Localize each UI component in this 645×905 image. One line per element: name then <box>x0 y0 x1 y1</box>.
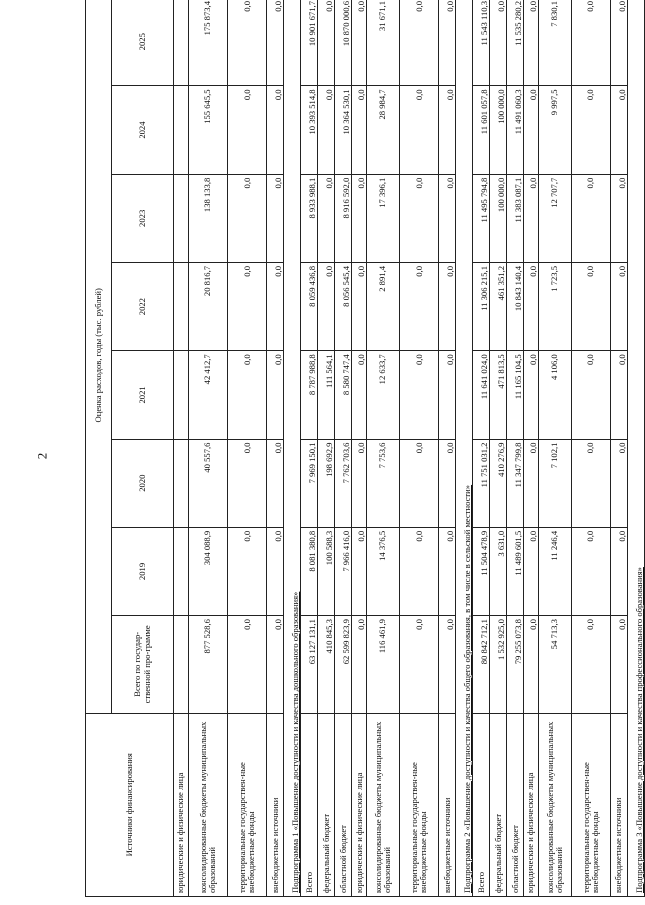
cell-value <box>174 616 189 713</box>
row-label: юридические и физические лица <box>174 713 189 896</box>
cell-value: 40 557,6 <box>188 439 227 527</box>
cell-value: 0,0 <box>267 616 284 713</box>
cell-value <box>174 0 189 86</box>
cell-value: 116 461,9 <box>367 616 400 713</box>
cell-value: 31 671,1 <box>367 0 400 86</box>
header-total: Всего по государ-ственной про-грамме <box>112 616 174 713</box>
cell-value: 0,0 <box>439 174 456 262</box>
cell-value: 0,0 <box>352 616 367 713</box>
cell-value: 0,0 <box>610 0 627 86</box>
table-row <box>571 0 610 897</box>
cell-value: 0,0 <box>399 616 438 713</box>
cell-value: 11 535 280,2 <box>507 0 524 86</box>
cell-value: 0,0 <box>571 86 610 174</box>
cell-value <box>174 439 189 527</box>
cell-value: 12 633,7 <box>367 351 400 439</box>
cell-value: 877 528,6 <box>188 616 227 713</box>
cell-value: 0,0 <box>318 262 335 350</box>
cell-value: 0,0 <box>399 351 438 439</box>
cell-value: 0,0 <box>267 527 284 615</box>
cell-value: 11 601 057,8 <box>473 86 490 174</box>
table-row <box>228 0 267 897</box>
cell-value: 62 599 823,9 <box>335 616 352 713</box>
cell-value: 11 383 087,1 <box>507 174 524 262</box>
cell-value: 0,0 <box>228 262 267 350</box>
cell-value <box>174 86 189 174</box>
cell-value: 11 347 799,8 <box>507 439 524 527</box>
header-year: 2022 <box>112 262 174 350</box>
cell-value: 0,0 <box>352 0 367 86</box>
cell-value: 0,0 <box>267 351 284 439</box>
cell-value: 100 000,0 <box>490 86 507 174</box>
cell-value: 0,0 <box>228 174 267 262</box>
cell-value: 0,0 <box>439 527 456 615</box>
cell-value: 11 491 060,3 <box>507 86 524 174</box>
cell-value: 11 504 478,9 <box>473 527 490 615</box>
cell-value: 0,0 <box>399 0 438 86</box>
cell-value: 0,0 <box>352 86 367 174</box>
table-row <box>507 0 524 897</box>
cell-value: 0,0 <box>228 351 267 439</box>
cell-value <box>174 174 189 262</box>
cell-value: 11 641 024,0 <box>473 351 490 439</box>
cell-value: 0,0 <box>318 0 335 86</box>
cell-value: 0,0 <box>228 527 267 615</box>
cell-value: 11 246,4 <box>538 527 571 615</box>
cell-value: 100 588,3 <box>318 527 335 615</box>
table-row <box>399 0 438 897</box>
cell-value: 7 830,1 <box>538 0 571 86</box>
header-year: 2025 <box>112 0 174 86</box>
subprogram-heading: Подпрограмма 2 «Повышение доступности и качества общего образования, в том числе в сельской местности» <box>456 0 473 897</box>
cell-value: 0,0 <box>524 262 539 350</box>
header-year: 2020 <box>112 439 174 527</box>
cell-value: 7 969 150,1 <box>301 439 318 527</box>
cell-value: 11 495 794,8 <box>473 174 490 262</box>
cell-value: 0,0 <box>571 0 610 86</box>
row-label: территориальные государствен-ные внебюджетные фонды <box>399 713 438 896</box>
cell-value: 0,0 <box>610 174 627 262</box>
table-row <box>490 0 507 897</box>
cell-value: 100 000,0 <box>490 174 507 262</box>
cell-value: 0,0 <box>228 616 267 713</box>
cell-value: 198 692,9 <box>318 439 335 527</box>
page-number: 2 <box>34 452 50 460</box>
cell-value: 0,0 <box>610 527 627 615</box>
row-label: территориальные государствен-ные внебюджетные фонды <box>571 713 610 896</box>
cell-value: 0,0 <box>267 439 284 527</box>
cell-value: 2 891,4 <box>367 262 400 350</box>
cell-value: 10 364 530,1 <box>335 86 352 174</box>
cell-value: 175 873,4 <box>188 0 227 86</box>
header-year: 2024 <box>112 86 174 174</box>
table-row <box>439 0 456 897</box>
cell-value: 80 842 712,1 <box>473 616 490 713</box>
row-label: юридические и физические лица <box>352 713 367 896</box>
section-row <box>284 0 301 897</box>
cell-value: 0,0 <box>318 86 335 174</box>
table-row <box>174 0 189 897</box>
header-year: 2021 <box>112 351 174 439</box>
cell-value: 0,0 <box>524 86 539 174</box>
cell-value: 0,0 <box>352 527 367 615</box>
cell-value: 0,0 <box>524 174 539 262</box>
cell-value: 0,0 <box>399 262 438 350</box>
cell-value: 8 916 592,0 <box>335 174 352 262</box>
cell-value: 7 966 416,0 <box>335 527 352 615</box>
cell-value: 0,0 <box>571 616 610 713</box>
cell-value: 10 901 671,7 <box>301 0 318 86</box>
cell-value: 8 933 988,1 <box>301 174 318 262</box>
row-label: Всего <box>473 713 490 896</box>
row-label: консолидированные бюджеты муниципальных образований <box>538 713 571 896</box>
header-source: Источники финансирования <box>86 713 174 896</box>
table-row <box>524 0 539 897</box>
subprogram-heading: Подпрограмма 3 «Повышение доступности и качества профессионального образования» <box>627 0 644 897</box>
cell-value: 8 081 380,8 <box>301 527 318 615</box>
cell-value: 0,0 <box>267 262 284 350</box>
cell-value: 0,0 <box>399 174 438 262</box>
cell-value: 0,0 <box>610 86 627 174</box>
cell-value <box>174 351 189 439</box>
cell-value: 0,0 <box>267 174 284 262</box>
cell-value: 8 580 747,4 <box>335 351 352 439</box>
cell-value: 0,0 <box>399 86 438 174</box>
cell-value: 9 997,5 <box>538 86 571 174</box>
cell-value: 461 351,2 <box>490 262 507 350</box>
cell-value: 0,0 <box>228 439 267 527</box>
cell-value: 304 088,9 <box>188 527 227 615</box>
cell-value: 7 102,1 <box>538 439 571 527</box>
cell-value: 11 751 031,2 <box>473 439 490 527</box>
table-row <box>267 0 284 897</box>
cell-value: 8 056 545,4 <box>335 262 352 350</box>
cell-value: 0,0 <box>524 527 539 615</box>
cell-value: 138 133,8 <box>188 174 227 262</box>
row-label: юридические и физические лица <box>524 713 539 896</box>
cell-value: 0,0 <box>571 174 610 262</box>
cell-value: 0,0 <box>352 439 367 527</box>
cell-value: 0,0 <box>352 262 367 350</box>
cell-value: 0,0 <box>524 351 539 439</box>
cell-value: 0,0 <box>267 0 284 86</box>
table-row <box>318 0 335 897</box>
cell-value: 0,0 <box>571 262 610 350</box>
cell-value: 0,0 <box>399 439 438 527</box>
section-row <box>627 0 644 897</box>
header-estimate: Оценка расходов, годы (тыс. рублей) <box>86 0 112 713</box>
table-row <box>301 0 318 897</box>
cell-value: 471 813,5 <box>490 351 507 439</box>
cell-value: 8 787 988,8 <box>301 351 318 439</box>
cell-value: 0,0 <box>439 0 456 86</box>
cell-value: 10 843 140,4 <box>507 262 524 350</box>
cell-value: 0,0 <box>439 616 456 713</box>
cell-value: 0,0 <box>571 527 610 615</box>
cell-value <box>174 527 189 615</box>
cell-value: 0,0 <box>610 439 627 527</box>
cell-value: 0,0 <box>610 616 627 713</box>
cell-value: 0,0 <box>439 439 456 527</box>
row-label: внебюджетные источники <box>610 713 627 896</box>
cell-value: 155 645,5 <box>188 86 227 174</box>
cell-value: 0,0 <box>399 527 438 615</box>
cell-value: 410 845,3 <box>318 616 335 713</box>
cell-value: 0,0 <box>352 351 367 439</box>
cell-value: 11 306 215,1 <box>473 262 490 350</box>
cell-value: 28 984,7 <box>367 86 400 174</box>
header-year: 2019 <box>112 527 174 615</box>
cell-value: 0,0 <box>439 262 456 350</box>
cell-value: 0,0 <box>571 351 610 439</box>
financing-table <box>85 0 645 897</box>
cell-value: 0,0 <box>439 86 456 174</box>
cell-value: 0,0 <box>524 0 539 86</box>
cell-value: 12 707,7 <box>538 174 571 262</box>
cell-value: 1 532 925,0 <box>490 616 507 713</box>
cell-value: 54 713,3 <box>538 616 571 713</box>
header-year: 2023 <box>112 174 174 262</box>
cell-value: 4 106,0 <box>538 351 571 439</box>
cell-value: 11 165 104,5 <box>507 351 524 439</box>
row-label: федеральный бюджет <box>490 713 507 896</box>
cell-value: 3 631,0 <box>490 527 507 615</box>
row-label: областной бюджет <box>507 713 524 896</box>
cell-value <box>174 262 189 350</box>
cell-value: 0,0 <box>318 174 335 262</box>
cell-value: 79 255 073,8 <box>507 616 524 713</box>
row-label: территориальные государствен-ные внебюджетные фонды <box>228 713 267 896</box>
cell-value: 0,0 <box>610 262 627 350</box>
cell-value: 42 412,7 <box>188 351 227 439</box>
rotated-table-container <box>85 0 645 897</box>
cell-value: 111 564,1 <box>318 351 335 439</box>
cell-value: 0,0 <box>490 0 507 86</box>
cell-value: 0,0 <box>228 0 267 86</box>
cell-value: 7 753,6 <box>367 439 400 527</box>
cell-value: 11 543 110,3 <box>473 0 490 86</box>
cell-value: 7 762 703,6 <box>335 439 352 527</box>
row-label: федеральный бюджет <box>318 713 335 896</box>
cell-value: 410 276,9 <box>490 439 507 527</box>
cell-value: 8 059 436,8 <box>301 262 318 350</box>
table-row <box>610 0 627 897</box>
section-row <box>456 0 473 897</box>
table-row <box>367 0 400 897</box>
row-label: областной бюджет <box>335 713 352 896</box>
row-label: внебюджетные источники <box>439 713 456 896</box>
row-label: консолидированные бюджеты муниципальных образований <box>188 713 227 896</box>
table-row <box>335 0 352 897</box>
cell-value: 63 127 131,1 <box>301 616 318 713</box>
row-label: консолидированные бюджеты муниципальных образований <box>367 713 400 896</box>
row-label: внебюджетные источники <box>267 713 284 896</box>
cell-value: 0,0 <box>524 439 539 527</box>
cell-value: 20 816,7 <box>188 262 227 350</box>
cell-value: 14 376,5 <box>367 527 400 615</box>
table-row <box>352 0 367 897</box>
cell-value: 1 723,5 <box>538 262 571 350</box>
cell-value: 0,0 <box>524 616 539 713</box>
cell-value: 11 489 601,5 <box>507 527 524 615</box>
subprogram-heading: Подпрограмма 1 «Повышение доступности и качества дошкольного образования» <box>284 0 301 897</box>
row-label: Всего <box>301 713 318 896</box>
table-row <box>473 0 490 897</box>
cell-value: 0,0 <box>352 174 367 262</box>
cell-value: 0,0 <box>610 351 627 439</box>
table-row <box>188 0 227 897</box>
cell-value: 10 870 000,6 <box>335 0 352 86</box>
cell-value: 0,0 <box>228 86 267 174</box>
cell-value: 0,0 <box>571 439 610 527</box>
cell-value: 17 396,1 <box>367 174 400 262</box>
cell-value: 0,0 <box>267 86 284 174</box>
cell-value: 10 393 514,8 <box>301 86 318 174</box>
cell-value: 0,0 <box>439 351 456 439</box>
table-row <box>538 0 571 897</box>
